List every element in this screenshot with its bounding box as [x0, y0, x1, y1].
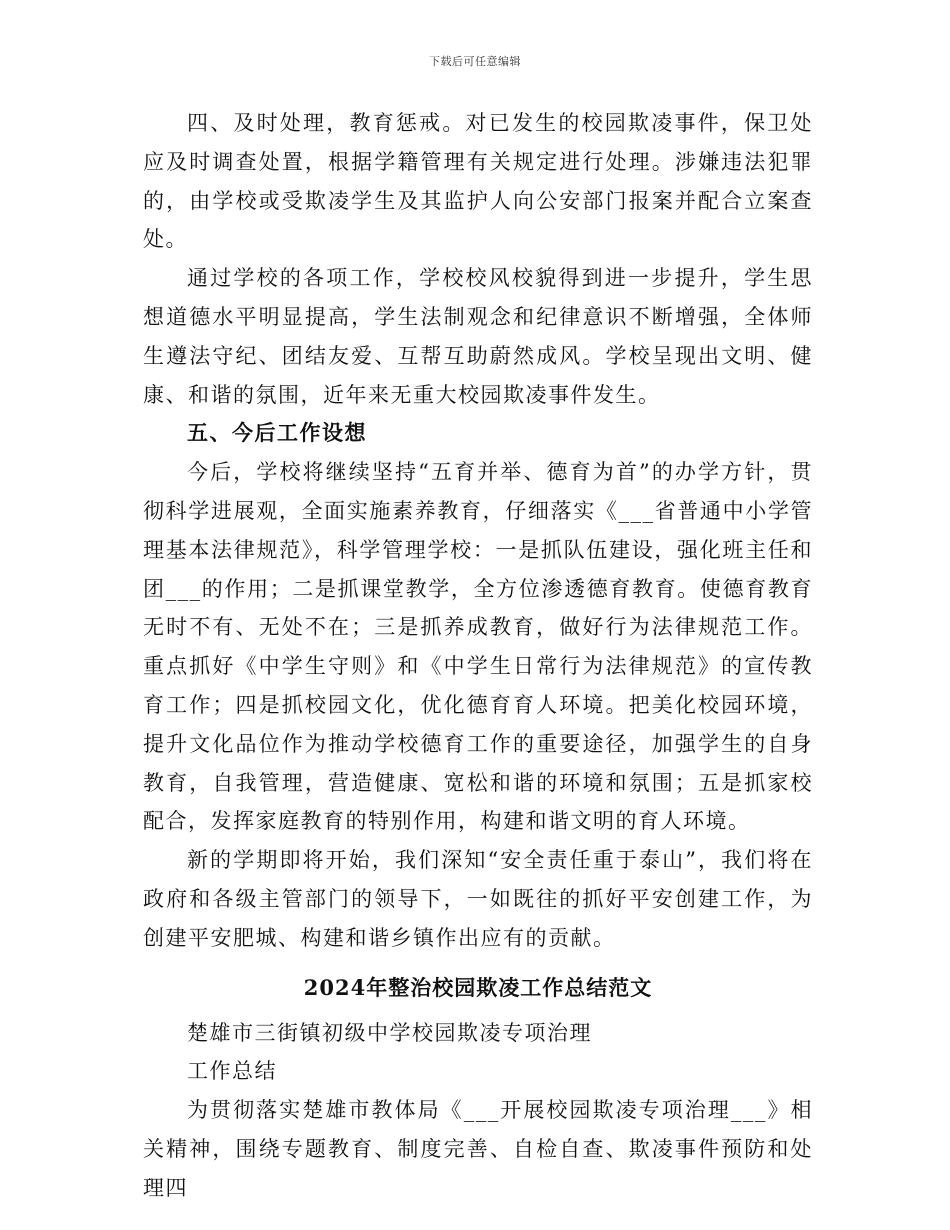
- document-body: [143, 104, 813, 1208]
- section-heading-future-plans: 五、今后工作设想: [187, 420, 367, 446]
- document-title: 2024年整治校园欺凌工作总结范文: [303, 974, 653, 1000]
- paragraph-implementation: 为贯彻落实楚雄市教体局《___开展校园欺凌专项治理___》相关精神，围绕专题教育、制度完善、自检自查、欺凌事件预防和处理四: [143, 1098, 813, 1200]
- paragraph-new-semester: 新的学期即将开始，我们深知“安全责任重于泰山”，我们将在政府和各级主管部门的领导下，一如既往的抓好平安创建工作，为创建平安肥城、构建和谐乡镇作出应有的贡献。: [143, 848, 813, 950]
- paragraph-school-results: 通过学校的各项工作，学校校风校貌得到进一步提升，学生思想道德水平明显提高，学生法制观念和纪律意识不断增强，全体师生遵法守纪、团结友爱、互帮互助蔚然成风。学校呈现出文明、健康、和谐的氛围，近年来无重大校园欺凌事件发生。: [143, 266, 813, 407]
- paragraph-future-plans: 今后，学校将继续坚持“五育并举、德育为首”的办学方针，贯彻科学进展观，全面实施素养教育，仔细落实《___省普通中小学管理基本法律规范》，科学管理学校：一是抓队伍建设，强化班主任和团___的作用；二是抓课堂教学，全方位渗透德育教育。使德育教育无时不有、无处不在；三是抓养成教育，做好行为法律规范工作。重点抓好《中学生守则》和《中学生日常行为法律规范》的宣传教育工作；四是抓校园文化，优化德育育人环境。把美化校园环境，提升文化品位作为推动学校德育工作的重要途径，加强学生的自身教育，自我管理，营造健康、宽松和谐的环境和氛围；五是抓家校配合，发挥家庭教育的特别作用，构建和谐文明的育人环境。: [143, 460, 813, 834]
- subtitle-line-summary: 工作总结: [187, 1059, 277, 1084]
- subtitle-line-school: 楚雄市三街镇初级中学校园欺凌专项治理: [187, 1020, 592, 1045]
- paragraph-timely-handling: 四、及时处理，教育惩戒。对已发生的校园欺凌事件，保卫处应及时调查处置，根据学籍管理有关规定进行处理。涉嫌违法犯罪的，由学校或受欺凌学生及其监护人向公安部门报案并配合立案查处。: [143, 111, 813, 252]
- page-header-note: 下载后可任意编辑: [429, 55, 521, 68]
